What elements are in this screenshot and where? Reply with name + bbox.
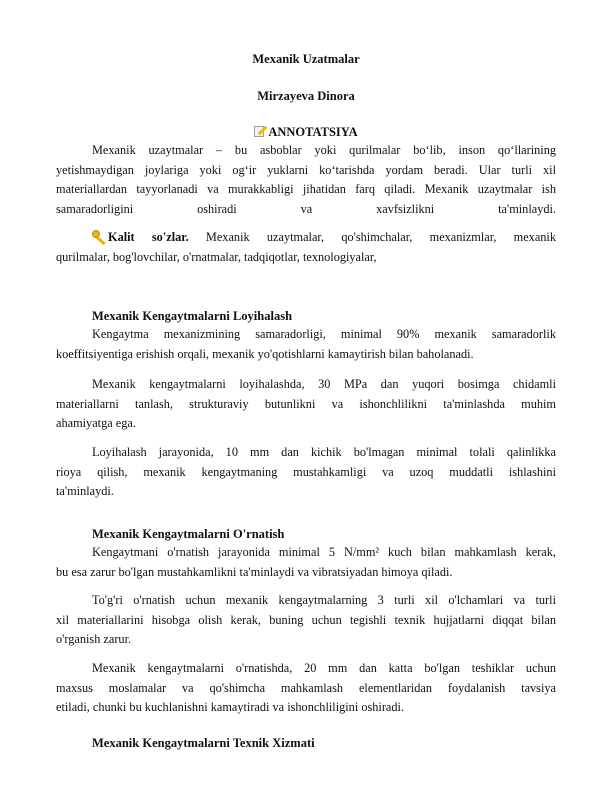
key-icon (92, 230, 107, 243)
keywords-line: Kalit so'zlar. Mexanik uzaytmalar, qo'shimchalar, mexanizmlar, mexanik (56, 228, 556, 248)
section-paragraph: Loyihalash jarayonida, 10 mm dan kichik bo'lmagan minimal tolali qalinlikka rioya qilish, mexanik kengaytmaning mustahkamligi va uzoq muddatli ishlashini ta'minlaydi. (56, 445, 556, 498)
annotation-line: yetishmaydigan joylariga yoki og‘ir yuklarni ko‘tarishda yordam beradi. Ular turli xil (56, 162, 556, 177)
keywords-label: Kalit so'zlar. (108, 230, 189, 244)
annotation-body (56, 141, 556, 219)
section-paragraph: Mexanik kengaytmalarni loyihalashda, 30 MPa dan yuqori bosimga chidamli materiallarni tanlash, strukturaviy butunlikni va ishonchlilikni ta'minlashda muhim ahamiyatga ega. (56, 377, 556, 430)
keywords-block (56, 228, 556, 267)
annotation-line: materiallardan tayyorlanadi va murakkabligi jihatidan farq qiladi. Mexanik uzaytmalar ish (56, 182, 556, 196)
document-title: Mexanik Uzatmalar (252, 52, 360, 66)
section-heading: Mexanik Kengaytmalarni Loyihalash (92, 309, 293, 323)
section-paragraph: Kengaytma mexanizmining samaradorligi, minimal 90% mexanik samaradorlik koeffitsiyentiga erishish orqali, mexanik yo'qotishlarni kamaytirish bilan baholanadi. (56, 327, 556, 361)
section-heading: Mexanik Kengaytmalarni Texnik Xizmati (92, 736, 315, 750)
section-paragraph: Kengaytmani o'rnatish jarayonida minimal 5 N/mm² kuch bilan mahkamlash kerak, bu esa zarur bo'lgan mustahkamlikni ta'minlaydi va vibratsiyadan himoya qiladi. (56, 545, 556, 579)
section-heading: Mexanik Kengaytmalarni O'rnatish (92, 527, 285, 541)
annotation-line: Mexanik uzaytmalar – bu asboblar yoki qurilmalar bo‘lib, inson qo‘llarining (92, 143, 556, 157)
keywords-line: qurilmalar, bog'lovchilar, o'rnatmalar, tadqiqotlar, texnologiyalar, (56, 249, 377, 264)
annotation-line: samaradorligini oshiradi va xavfsizlikni ta'minlaydi. (56, 201, 556, 216)
section-paragraph: Mexanik kengaytmalarni o'rnatishda, 20 mm dan katta bo'lgan teshiklar uchun maxsus moslamalar va qo'shimcha mahkamlash elementlaridan foydalanish tavsiya etiladi, chunki bu kuchlanishni kamaytiradi va ishonchliligini oshiradi. (56, 661, 556, 714)
section-paragraph: To'g'ri o'rnatish uchun mexanik kengaytmalarning 3 turli xil o'lchamlari va turli xil materiallarini hisobga olish kerak, buning uchun tegishli texnik hujjatlarni diqqat bilan o'rganish zarur. (56, 593, 556, 646)
author-name: Mirzayeva Dinora (257, 89, 355, 103)
annotation-heading: ANNOTATSIYA (56, 125, 556, 140)
memo-icon (254, 125, 267, 137)
